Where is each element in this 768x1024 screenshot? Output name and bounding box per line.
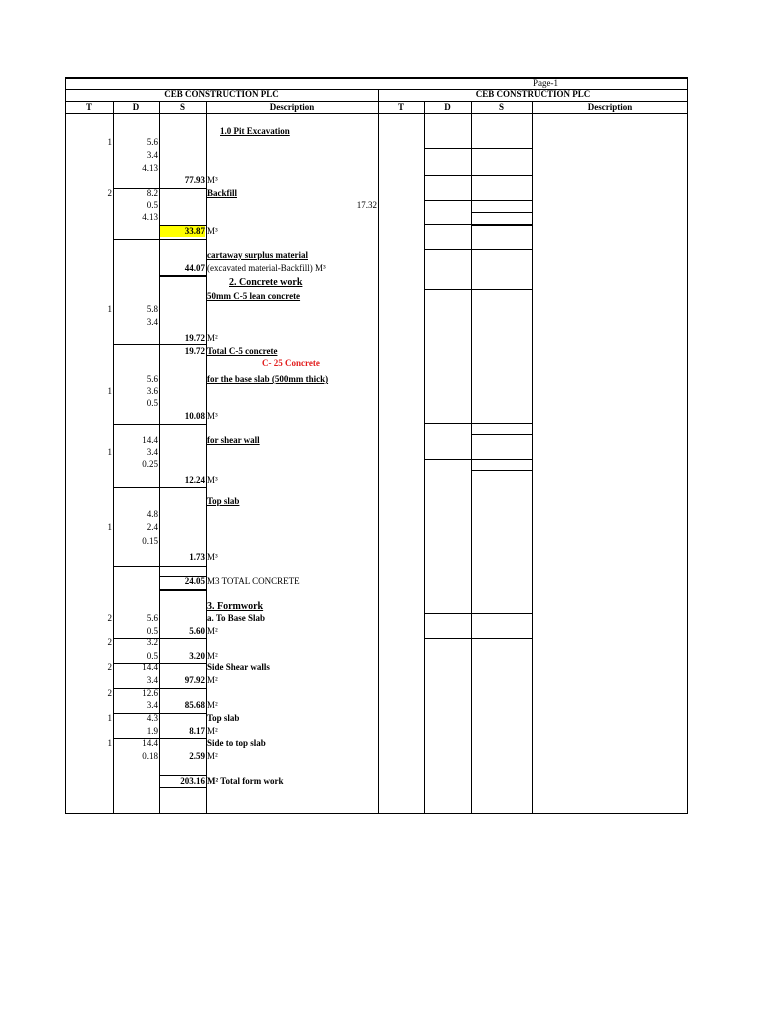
cell-s: 10.08 (184, 411, 205, 421)
cell-description: Backfill (207, 188, 238, 198)
grid-line (113, 344, 206, 345)
cell-t: 2 (107, 637, 112, 647)
cell-description: for the base slab (500mm thick) (207, 374, 329, 384)
cell-s: 8.17 (189, 726, 205, 736)
company-name-left: CEB CONSTRUCTION PLC (164, 89, 279, 99)
cell-d: 3.4 (146, 150, 158, 160)
cell-d: 3.4 (146, 317, 158, 327)
cell-description: Top slab (207, 713, 240, 723)
cell-description: M² (207, 751, 218, 761)
grid-line (687, 77, 688, 814)
col-header-s-right: S (498, 102, 504, 112)
cell-d: 3.4 (146, 447, 158, 457)
cell-s: 19.72 (184, 346, 205, 356)
grid-line (159, 589, 206, 591)
cell-s: 24.05 (184, 576, 205, 586)
cell-description: Side Shear walls (207, 662, 270, 672)
cell-d: 5.6 (146, 613, 158, 623)
grid-line (471, 470, 532, 471)
cell-description: 2. Concrete work (229, 277, 303, 288)
cell-d: 14.4 (142, 435, 158, 445)
cell-t: 2 (107, 188, 112, 198)
cell-d: 0.25 (142, 459, 158, 469)
cell-d: 4.13 (142, 212, 158, 222)
cell-d: 3.4 (146, 700, 158, 710)
grid-line (159, 787, 206, 788)
page-label: Page-1 (533, 78, 558, 88)
cell-s: 1.73 (189, 552, 205, 562)
col-header-s-left: S (179, 102, 185, 112)
grid-line (532, 101, 533, 814)
cell-s: 77.93 (184, 175, 205, 185)
cell-s: 5.60 (189, 626, 205, 636)
cell-description: (excavated material-Backfill) M³ (207, 263, 326, 273)
grid-line (424, 249, 532, 250)
cell-description: M² (207, 651, 218, 661)
cell-d: 5.6 (146, 374, 158, 384)
cell-t: 1 (107, 304, 112, 314)
cell-d: 3.6 (146, 386, 158, 396)
grid-line (113, 487, 206, 488)
cell-s: 44.07 (184, 263, 205, 273)
cell-s: 12.24 (184, 475, 205, 485)
cell-description: M² Total form work (207, 776, 284, 786)
cell-description: M³ (207, 411, 218, 421)
col-header-d-left: D (132, 102, 140, 112)
grid-line (424, 175, 532, 176)
cell-description: 3. Formwork (207, 601, 264, 612)
cell-d: 0.5 (146, 651, 158, 661)
col-header-description-left: Description (269, 102, 315, 112)
cell-description: cartaway surplus material (207, 250, 308, 260)
cell-d: 1.9 (146, 726, 158, 736)
col-header-description-right: Description (587, 102, 633, 112)
cell-description: M² (207, 333, 218, 343)
cell-description: Total C-5 concrete (207, 346, 278, 356)
grid-line (471, 212, 532, 213)
grid-line (424, 459, 532, 460)
cell-s: 97.92 (184, 675, 205, 685)
cell-d: 3.2 (146, 637, 158, 647)
cell-s: 2.59 (189, 751, 205, 761)
cell-d: 0.15 (142, 536, 158, 546)
cell-s: 3.20 (189, 651, 205, 661)
cell-description: Top slab (207, 496, 240, 506)
col-header-d-right: D (444, 102, 451, 112)
grid-line (113, 566, 206, 567)
grid-line (424, 423, 532, 424)
cell-d: 5.6 (146, 137, 158, 147)
grid-line (424, 101, 425, 814)
cell-d: 0.18 (142, 751, 158, 761)
cell-t: 1 (107, 137, 112, 147)
cell-s: 33.87 (160, 226, 205, 237)
cell-description: 50mm C-5 lean concrete (207, 291, 301, 301)
cell-description: 1.0 Pit Excavation (220, 126, 290, 136)
cell-d: 0.5 (146, 200, 158, 210)
cell-description: M³ (207, 175, 218, 185)
grid-line (113, 239, 206, 240)
grid-line (471, 434, 532, 435)
cell-description: M² (207, 675, 218, 685)
cell-d: 8.2 (146, 188, 158, 198)
cell-d: 5.8 (146, 304, 158, 314)
grid-line (65, 77, 688, 79)
cell-description: M² (207, 726, 218, 736)
cell-s: 85.68 (184, 700, 205, 710)
cell-d: 4.8 (146, 509, 158, 519)
col-header-t-right: T (397, 102, 404, 112)
cell-d: 2.4 (146, 522, 158, 532)
grid-line (424, 200, 532, 201)
cell-description: M² (207, 700, 218, 710)
grid-line (424, 638, 532, 639)
cell-description: M³ (207, 475, 218, 485)
cell-d: 14.4 (142, 738, 158, 748)
cell-t: 1 (107, 713, 112, 723)
company-name-right: CEB CONSTRUCTION PLC (475, 89, 591, 99)
grid-line (424, 148, 532, 149)
side-note-value: 17.32 (356, 200, 377, 210)
grid-line (113, 424, 206, 425)
cell-t: 1 (107, 522, 112, 532)
cell-s: 19.72 (184, 333, 205, 343)
cell-t: 2 (107, 662, 112, 672)
cell-t: 1 (107, 447, 112, 457)
cell-description: C- 25 Concrete (262, 358, 320, 368)
cell-description: for shear wall (207, 435, 260, 445)
cell-t: 2 (107, 613, 112, 623)
cell-description: M³ (207, 226, 218, 236)
cell-description: Side to top slab (207, 738, 266, 748)
cell-d: 4.13 (142, 163, 158, 173)
grid-line (424, 613, 532, 614)
cell-t: 1 (107, 738, 112, 748)
cell-t: 2 (107, 688, 112, 698)
cell-d: 4.3 (146, 713, 158, 723)
cell-d: 14.4 (142, 662, 158, 672)
cell-description: a. To Base Slab (207, 613, 266, 623)
cell-d: 12.6 (142, 688, 158, 698)
cell-s: 203.16 (180, 776, 205, 786)
grid-line (159, 275, 206, 277)
grid-line (471, 101, 472, 814)
cell-d: 0.5 (146, 398, 158, 408)
cell-description: M² (207, 626, 218, 636)
grid-line (424, 289, 532, 290)
cell-t: 1 (107, 386, 112, 396)
cell-description: M³ (207, 552, 218, 562)
grid-line (471, 225, 532, 226)
cell-d: 3.4 (146, 675, 158, 685)
cell-d: 0.5 (146, 626, 158, 636)
cell-description: M3 TOTAL CONCRETE (207, 576, 300, 586)
col-header-t-left: T (85, 102, 92, 112)
grid-line (378, 89, 379, 814)
